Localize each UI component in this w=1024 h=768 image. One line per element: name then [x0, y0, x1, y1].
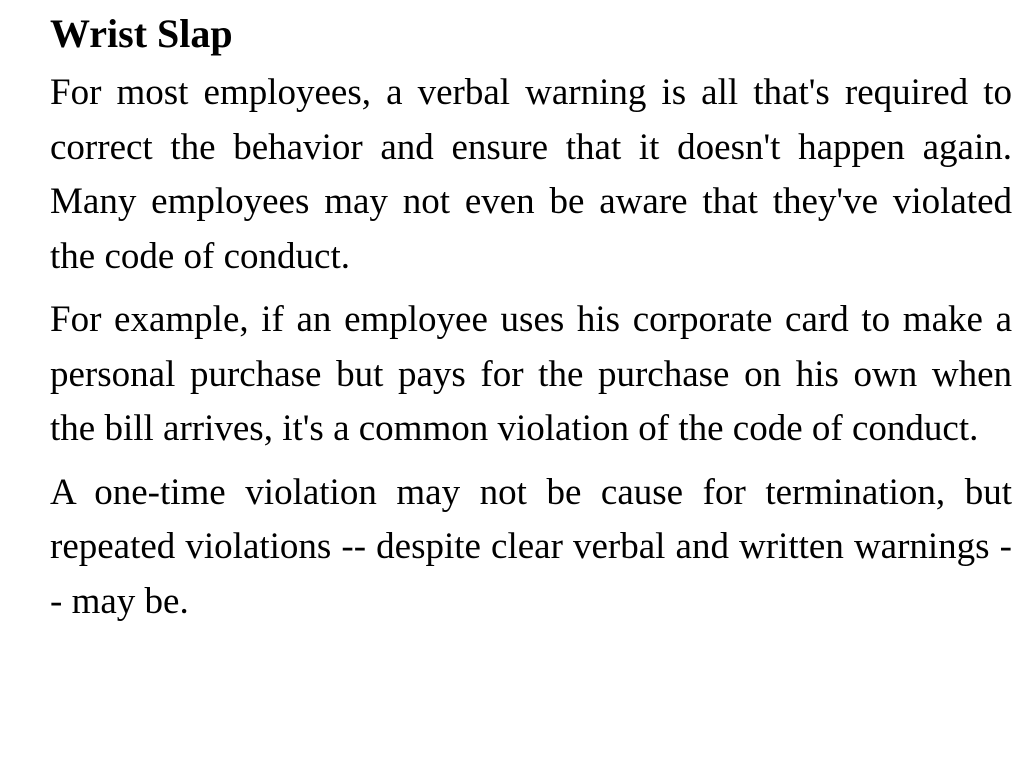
paragraph-repeated-violations: A one-time violation may not be cause for termination, but repeated violations -- despite clear verbal and written warnings -- may be.: [50, 471, 1012, 622]
document-page: [50, 8, 1012, 638]
document-title: Wrist Slap: [50, 11, 233, 56]
paragraph-corporate-card-example: For example, if an employee uses his corporate card to make a personal purchase but pays for the purchase on his own when the bill arrives, it's a common violation of the code of conduct.: [50, 299, 1012, 449]
paragraph-verbal-warning: For most employees, a verbal warning is all that's required to correct the behavior and ensure that it doesn't happen again. Many employees may not even be aware that they've violated the code of conduct.: [50, 72, 1012, 277]
